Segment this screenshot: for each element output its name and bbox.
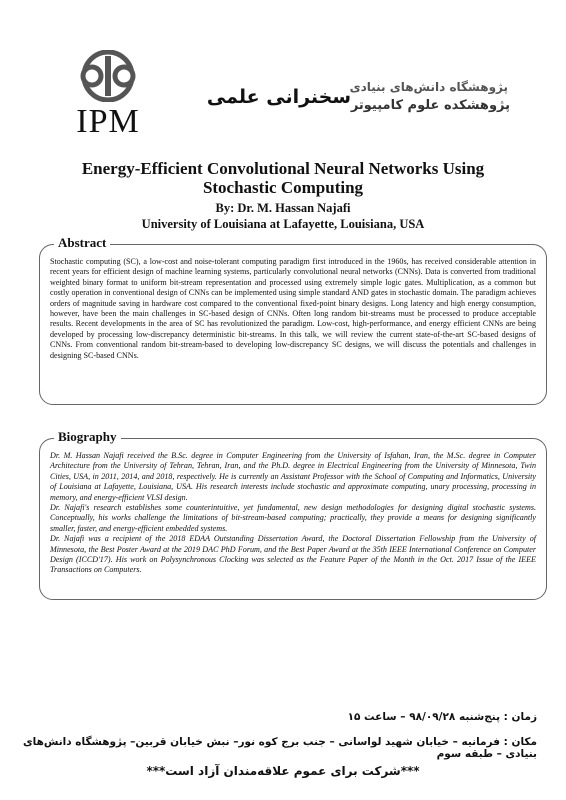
- talk-title-line1: Energy-Efficient Convolutional Neural Networks Using: [81, 159, 485, 178]
- speaker-block: [0, 200, 566, 232]
- ipm-logo: [52, 50, 164, 142]
- free-admission-note: ***شرکت برای عموم علاقه‌مندان آزاد است***: [146, 764, 420, 778]
- talk-title-line2: Stochastic Computing: [202, 178, 364, 197]
- event-time: زمان : پنج‌شنبه ۹۸/۰۹/۲۸ – ساعت ۱۵: [347, 711, 537, 723]
- school-name: پژوهشکده علوم کامپیوتر: [350, 98, 510, 113]
- biography-text: [50, 451, 536, 576]
- talk-title: [0, 159, 566, 197]
- event-place: مکان : فرمانیه – خیابان شهید لواسانی – جنب برج کوه نور– نبش خیابان قربین– پژوهشگاه دانش‌های بنیادی – طبقه سوم: [23, 736, 537, 760]
- ipm-rings-logo-icon: [62, 50, 154, 102]
- logo-text: IPM: [76, 103, 140, 140]
- lecture-label: سخنرانی علمی: [206, 86, 352, 108]
- abstract-box: [39, 235, 547, 405]
- institute-name: پژوهشگاه دانش‌های بنیادی: [349, 80, 508, 94]
- biography-paragraph: Dr. Najafi's research establishes some counterintuitive, yet fundamental, new design methodologies for designing digital stochastic systems. Conceptually, his works challenge the limitations of bit-stream-based computing; practically, they provide a means for designing significantly smaller, faster, and energy-efficient embedded systems.: [50, 503, 536, 533]
- biography-paragraph: Dr. Najafi was a recipient of the 2018 EDAA Outstanding Dissertation Award, the Doctoral Dissertation Fellowship from the University of Minnesota, the Best Poster Award at the 2019 DAC PhD Forum, and the Best Paper Award at the 35th IEEE International Conference on Computer Design (ICCD'17). His work on Polysynchronous Clocking was selected as the Feature Paper of the Month in the Oct. 2017 Issue of the IEEE Transactions on Computers.: [50, 534, 536, 575]
- biography-heading: Biography: [54, 429, 121, 445]
- abstract-heading: Abstract: [54, 235, 110, 251]
- biography-box: [39, 429, 547, 600]
- speaker-name: By: Dr. M. Hassan Najafi: [215, 201, 351, 215]
- biography-paragraph: Dr. M. Hassan Najafi received the B.Sc. degree in Computer Engineering from the University of Isfahan, Iran, the M.Sc. degree in Computer Architecture from the University of Tehran, Tehran, Iran, and the Ph.D. degree in Electrical Engineering from the University of Minnesota, Twin Cities, USA, in 2011, 2014, and 2018, respectively. He is currently an Assistant Professor with the School of Computing and Informatics, University of Louisiana at Lafayette, Louisiana, USA. His research interests include stochastic and approximate computing, unary processing, processing in memory, and energy-efficient VLSI design.: [50, 451, 536, 502]
- abstract-text: Stochastic computing (SC), a low-cost and noise-tolerant computing paradigm first introduced in the 1960s, has received considerable attention in recent years for efficient design of machine learning systems, particularly convolutional neural networks (CNNs). Data is converted from traditional weighted binary format to uniform bit-stream representation and processed using extremely simple logic gates. Multiplication, as a common but costly operation in conventional design of CNNs can be implemented using simple standard AND gates in stochastic domain. The paradigm achieves orders of magnitude saving in hardware cost compared to the conventional fixed-point binary designs. Long latency and high energy consumption, however, have been the main challenges in SC-based design of CNNs. Often long random bit-streams must be processed to produce acceptable results. Recent developments in the area of SC has revolutionized the paradigm. Low-cost, high-performance, and energy efficient CNNs are being developed by processing low-discrepancy deterministic bit-streams. In this talk, we will review the current state-of-the-art SC-based designs of CNNs. From conventional random bit-stream-based to developing low-discrepancy SC designs, we will discuss the potentials and challenges in designing SC-based CNNs.: [50, 257, 536, 360]
- speaker-affiliation: University of Louisiana at Lafayette, Louisiana, USA: [141, 217, 425, 231]
